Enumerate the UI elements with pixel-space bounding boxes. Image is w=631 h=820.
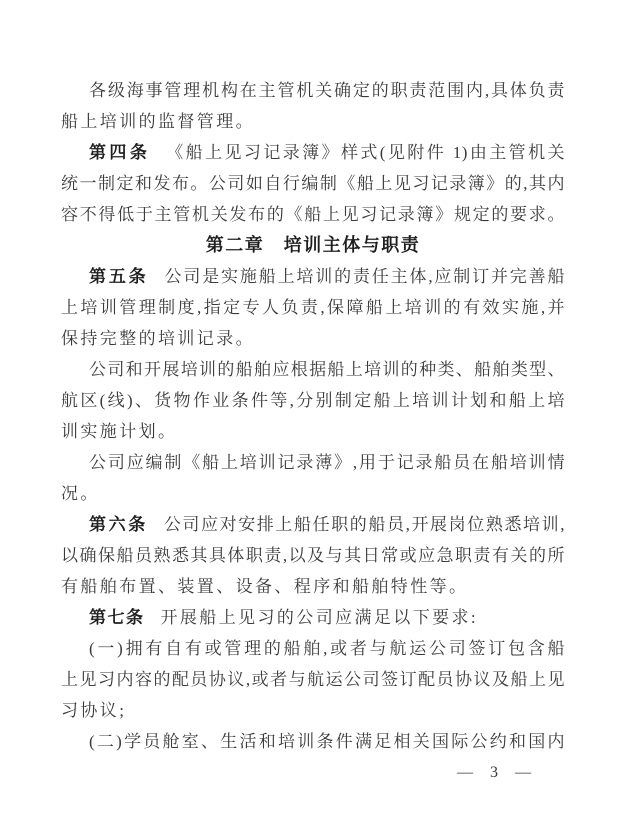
document-line: (一)拥有自有或管理的船舶,或者与航运公司签订包含船 (89, 639, 565, 658)
article-number-label: 第六条 (89, 515, 148, 534)
document-line: 各级海事管理机构在主管机关确定的职责范围内,具体负责 (89, 81, 565, 100)
article-number-label: 第四条 (89, 143, 151, 162)
document-line: 航区(线)、货物作业条件等,分别制定船上培训计划和船上培 (61, 391, 565, 410)
document-line: 习协议; (61, 701, 127, 720)
document-line: 第六条 公司应对安排上船任职的船员,开展岗位熟悉培训, (89, 515, 566, 534)
document-line: 况。 (61, 484, 100, 503)
document-line: 公司和开展培训的船舶应根据船上培训的种类、船舶类型、 (89, 360, 565, 379)
chapter-heading: 第二章 培训主体与职责 (205, 235, 421, 255)
document-body (61, 75, 565, 757)
document-line: 容不得低于主管机关发布的《船上见习记录簿》规定的要求。 (61, 205, 565, 224)
document-line: 保持完整的培训记录。 (61, 329, 255, 348)
document-line: 以确保船员熟悉其具体职责,以及与其日常或应急职责有关的所 (61, 546, 565, 565)
document-line: 上见习内容的配员协议,或者与航运公司签订配员协议及船上见 (61, 670, 565, 689)
document-line: 第四条 《船上见习记录簿》样式(见附件 1)由主管机关 (89, 143, 566, 162)
document-line: (二)学员舱室、生活和培训条件满足相关国际公约和国内 (89, 732, 565, 751)
document-line: 第五条 公司是实施船上培训的责任主体,应制订并完善船 (89, 267, 565, 286)
article-number-label: 第五条 (89, 267, 149, 286)
document-line: 公司应编制《船上培训记录薄》,用于记录船员在船培训情 (89, 453, 565, 472)
document-line: 有船舶布置、装置、设备、程序和船舶特性等。 (61, 577, 469, 596)
article-number-label: 第七条 (89, 608, 145, 627)
document-line: 第七条 开展船上见习的公司应满足以下要求: (89, 608, 479, 627)
document-line: 统一制定和发布。公司如自行编制《船上见习记录簿》的,其内 (61, 174, 565, 193)
document-line: 船上培训的监督管理。 (61, 112, 255, 131)
document-line: 上培训管理制度,指定专人负责,保障船上培训的有效实施,并 (61, 298, 565, 317)
document-line: 训实施计划。 (61, 422, 178, 441)
page-number: — 3 — (457, 764, 533, 781)
